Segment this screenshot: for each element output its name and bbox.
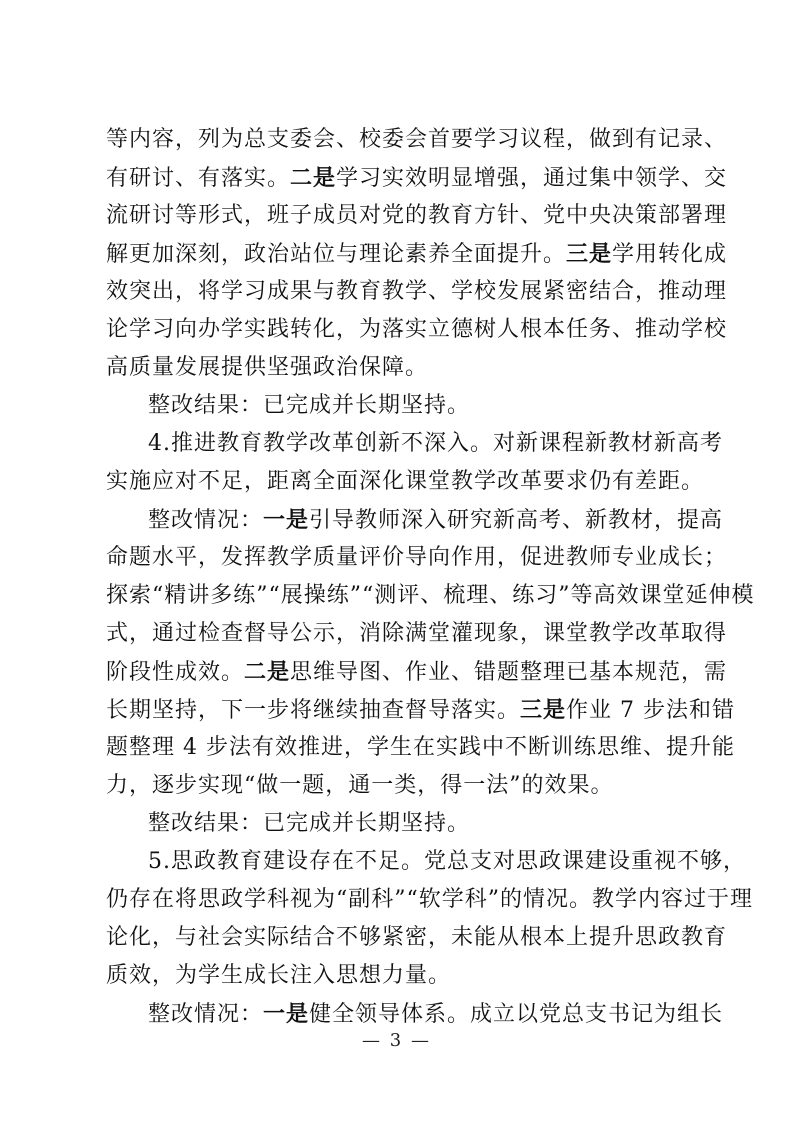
paragraph-line: 效突出，将学习成果与教育教学、学校发展紧密结合，推动理 [106,279,728,304]
paragraph-line [106,159,728,197]
emphasis-marker: 一是 [263,507,310,533]
issue-line: 质效，为学生成长注入思想力量。 [106,963,452,988]
emphasis-marker: 一是 [263,1001,310,1027]
text-span: 健全领导体系。成立以党总支书记为组长 [309,1002,724,1027]
text-span: 作业 7 步法和错 [566,698,736,723]
text-span: 学习实效明显增强，通过集中领学、交 [336,166,728,191]
issue-heading: 4.推进教育教学改革创新不深入。对新课程新教材新高考 [148,431,723,456]
text-span: 有研讨、有落实。 [106,166,291,191]
rectification-result: 整改结果：已完成并长期坚持。 [148,393,471,418]
text-span: 整改情况： [148,508,264,533]
emphasis-marker: 三是 [566,241,613,267]
text-span: 长期坚持，下一步将继续抽查督导落实。 [106,698,521,723]
measures-line: 命题水平，发挥教学质量评价导向作用，促进教师专业成长； [106,545,728,570]
issue-line: 实施应对不足，距离全面深化课堂教学改革要求仍有差距。 [106,469,705,494]
paragraph-line [106,235,728,273]
emphasis-marker: 三是 [520,697,567,723]
paragraph-line: 高质量发展提供坚强政治保障。 [106,355,429,380]
text-span: 解更加深刻，政治站位与理论素养全面提升。 [106,242,567,267]
measures-line [106,653,728,691]
text-span: 阶段性成效。 [106,660,245,685]
rectification-result: 整改结果：已完成并长期坚持。 [148,811,471,836]
paragraph-line: 流研讨等形式，班子成员对党的教育方针、党中央决策部署理 [106,203,728,228]
emphasis-marker: 二是 [290,165,337,191]
measures-line [106,995,724,1033]
measures-line: 力，逐步实现“做一题，通一类，得一法”的效果。 [106,773,614,798]
issue-line: 论化，与社会实际结合不够紧密，未能从根本上提升思政教育 [106,925,728,950]
measures-line: 式，通过检查督导公示，消除满堂灌现象，课堂教学改革取得 [106,621,728,646]
issue-heading: 5.思政教育建设存在不足。党总支对思政课建设重视不够， [148,849,746,874]
text-span: 思维导图、作业、错题整理已基本规范，需 [290,660,728,685]
text-span: 学用转化成 [612,242,728,267]
paragraph-line: 等内容，列为总支委会、校委会首要学习议程，做到有记录、 [106,127,728,152]
text-span: 整改情况： [148,1002,264,1027]
paragraph-line: 论学习向办学实践转化，为落实立德树人根本任务、推动学校 [106,317,728,342]
text-span: 引导教师深入研究新高考、新教材，提高 [309,508,724,533]
emphasis-marker: 二是 [244,659,291,685]
measures-line [106,501,724,539]
document-body [106,121,755,1033]
issue-line: 仍存在将思政学科视为“副科”“软学科”的情况。教学内容过于理 [106,887,753,912]
measures-line [106,691,736,729]
page-number: — 3 — [362,1030,431,1051]
measures-line: 题整理 4 步法有效推进，学生在实践中不断训练思维、提升能 [106,735,735,760]
measures-line: 探索“精讲多练”“展操练”“测评、梳理、练习”等高效课堂延伸模 [106,583,755,608]
